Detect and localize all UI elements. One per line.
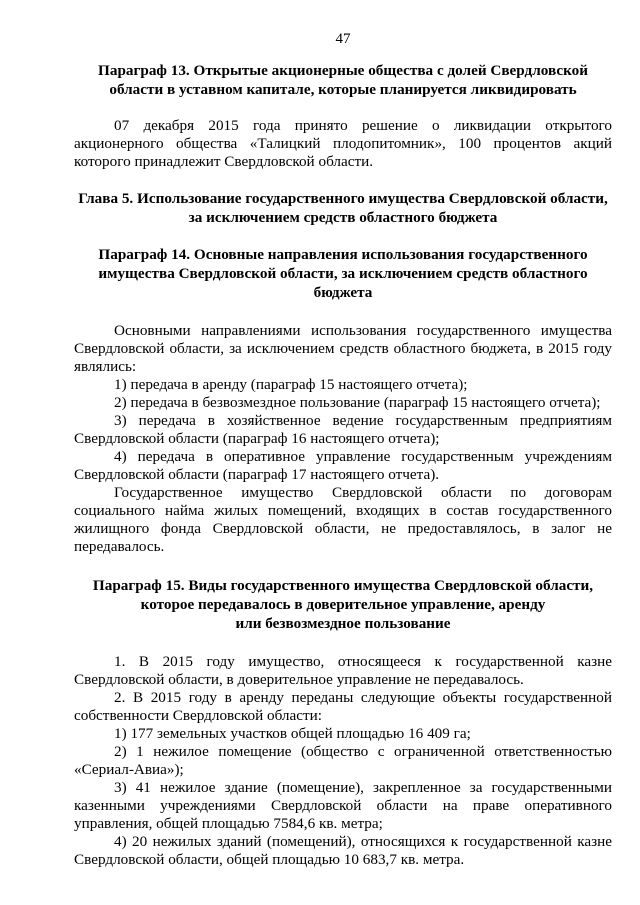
section15-heading (74, 576, 612, 633)
list-item: 2) 1 нежилое помещение (общество с ограниченной ответственностью «Сериал-Авиа»); (74, 743, 612, 778)
heading-line: или безвозмездное пользование (235, 615, 451, 632)
heading-line: Параграф 13. Открытые акционерные общества с долей Свердловской (98, 62, 588, 79)
chapter5-heading (74, 189, 612, 227)
section13-heading (74, 61, 612, 99)
list-item: 3) передача в хозяйственное ведение государственным предприятиям Свердловской области (параграф 16 настоящего отчета); (74, 412, 612, 447)
heading-line: бюджета (313, 284, 373, 301)
heading-line: Параграф 15. Виды государственного имущества Свердловской области, (92, 577, 594, 594)
heading-line: имущества Свердловской области, за исключением средств областного (98, 265, 588, 282)
list-item: 1) передача в аренду (параграф 15 настоящего отчета); (114, 376, 468, 393)
heading-line: Параграф 14. Основные направления использования государственного (98, 246, 588, 263)
heading-line: которое передавалось в доверительное управление, аренду (140, 596, 546, 613)
heading-line: за исключением средств областного бюджета (188, 209, 498, 226)
section14-heading (74, 245, 612, 302)
section15-point1: 1. В 2015 году имущество, относящееся к государственной казне Свердловской области, в доверительное управление не передавалось. (74, 653, 612, 688)
heading-line: Глава 5. Использование государственного имущества Свердловской области, (78, 190, 608, 207)
list-item: 3) 41 нежилое здание (помещение), закрепленное за государственными казенными учреждениями Свердловской области на праве оперативного управления, общей площадью 7584,6 кв. метра; (74, 779, 612, 832)
list-item: 4) 20 нежилых зданий (помещений), относящихся к государственной казне Свердловской области, общей площадью 10 683,7 кв. метра. (74, 833, 612, 868)
section15-point2: 2. В 2015 году в аренду переданы следующие объекты государственной собственности Свердловской области: (74, 689, 612, 724)
section14-closing: Государственное имущество Свердловской области по договорам социального найма жилых помещений, входящих в состав государственного жилищного фонда Свердловской области, не предоставлялось, в залог не передавалось. (74, 484, 612, 555)
section13-paragraph: 07 декабря 2015 года принято решение о ликвидации открытого акционерного общества «Талицкий плодопитомник», 100 процентов акций которого принадлежит Свердловской области. (74, 117, 612, 170)
page-number: 47 (335, 31, 351, 47)
list-item: 1) 177 земельных участков общей площадью 16 409 га; (114, 725, 471, 742)
section14-intro: Основными направлениями использования государственного имущества Свердловской области, за исключением средств областного бюджета, в 2015 году являлись: (74, 322, 612, 375)
list-item: 2) передача в безвозмездное пользование (параграф 15 настоящего отчета); (114, 394, 601, 411)
heading-line: области в уставном капитале, которые планируется ликвидировать (109, 81, 577, 98)
list-item: 4) передача в оперативное управление государственным учреждениям Свердловской области (параграф 17 настоящего отчета). (74, 448, 612, 483)
